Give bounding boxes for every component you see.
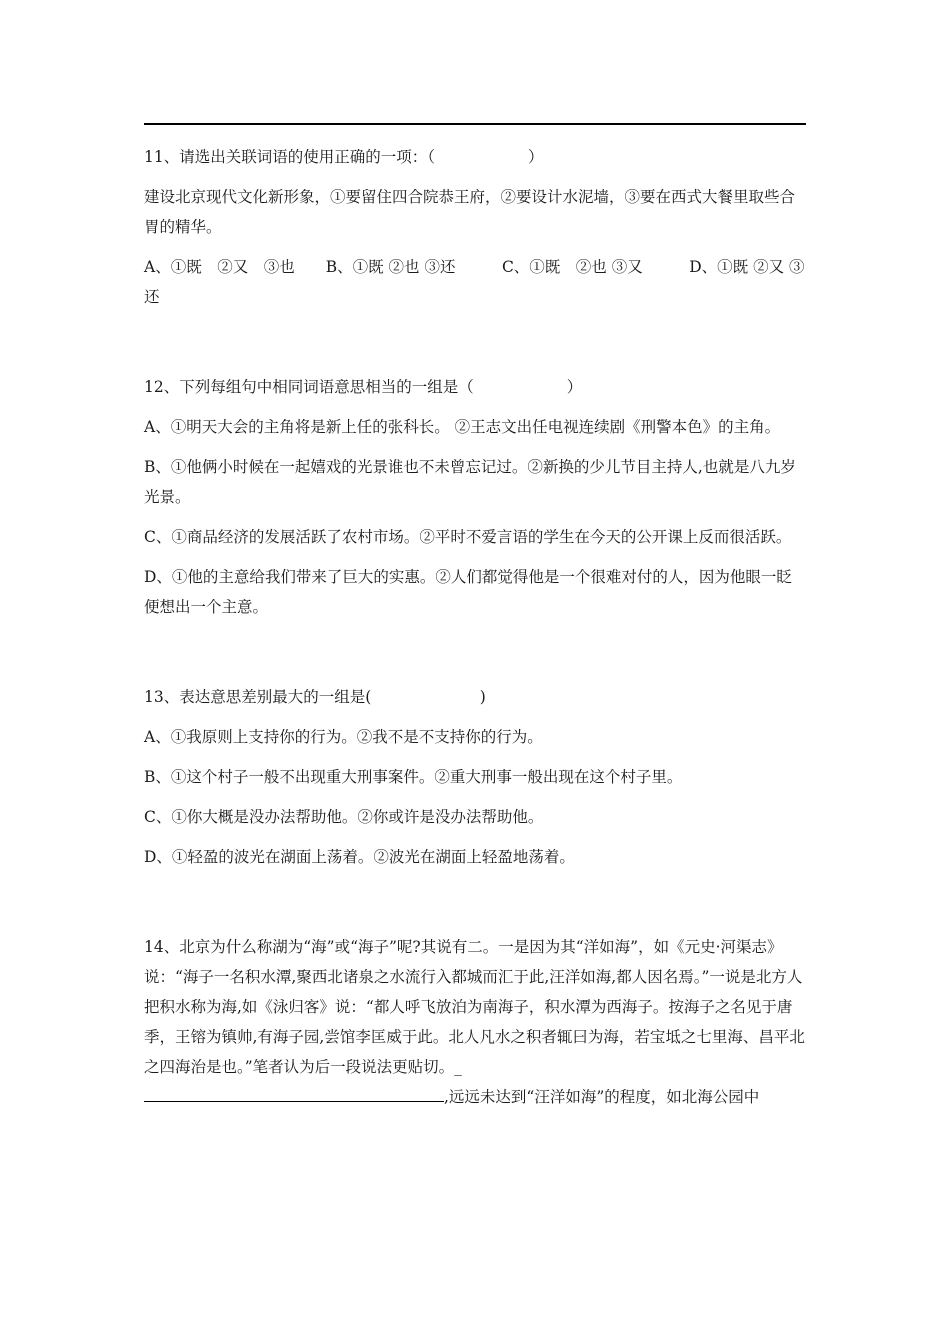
q11-options: A、①既 ②又 ③也 B、①既 ②也 ③还 C、①既 ②也 ③又 D、①既 ②又 ③还 — [144, 258, 805, 306]
q12-option-b: B、①他俩小时候在一起嬉戏的光景谁也不未曾忘记过。②新换的少儿节目主持人,也就是八九岁光景。 — [144, 458, 796, 506]
q12-option-a: A、①明天大会的主角将是新上任的张科长。 ②王志文出任电视连续剧《刑警本色》的主角。 — [144, 418, 781, 436]
q14-text: 14、北京为什么称湖为“海”或“海子”呢?其说有二。一是因为其“洋如海”，如《元史·河渠志》说：“海子一名积水潭,聚西北诸泉之水流行入都城而汇于此,汪洋如海,都人因名焉。”一说是北方人把积水称为海,如《泳归客》说：“都人呼飞放泊为南海子，积水潭为西海子。按海子之名见于唐季，王镕为镇帅,有海子园,尝馆李匡威于此。北人凡水之积者辄曰为海，若宝坻之七里海、昌平北之四海治是也。”笔者认为后一段说法更贴切。_ — [144, 938, 805, 1076]
q14-paragraph — [144, 932, 806, 1112]
q12-option-d: D、①他的主意给我们带来了巨大的实惠。②人们都觉得他是一个很难对付的人，因为他眼一眨便想出一个主意。 — [144, 568, 792, 616]
q13-option-b: B、①这个村子一般不出现重大刑事案件。②重大刑事一般出现在这个村子里。 — [144, 768, 683, 786]
q11-text: 建设北京现代文化新形象，①要留住四合院恭王府，②要设计水泥墙，③要在西式大餐里取些合胃的精华。 — [144, 188, 796, 236]
q13-option-a: A、①我原则上支持你的行为。②我不是不支持你的行为。 — [144, 728, 543, 746]
q12-option-c: C、①商品经济的发展活跃了农村市场。②平时不爱言语的学生在今天的公开课上反而很活跃。 — [144, 528, 792, 546]
q11-stem: 11、请选出关联词语的使用正确的一项：（ ） — [144, 148, 544, 166]
document-body — [144, 142, 806, 1112]
header-rule — [144, 123, 806, 125]
fill-in-blank — [144, 1087, 444, 1102]
q13-option-d: D、①轻盈的波光在湖面上荡着。②波光在湖面上轻盈地荡着。 — [144, 848, 575, 866]
q13-stem: 13、表达意思差别最大的一组是( ) — [144, 688, 486, 706]
q14-tail: ,远远未达到“汪洋如海”的程度，如北海公园中 — [444, 1088, 760, 1106]
q13-option-c: C、①你大概是没办法帮助他。②你或许是没办法帮助他。 — [144, 808, 544, 826]
q12-stem: 12、下列每组句中相同词语意思相当的一组是（ ） — [144, 378, 583, 396]
